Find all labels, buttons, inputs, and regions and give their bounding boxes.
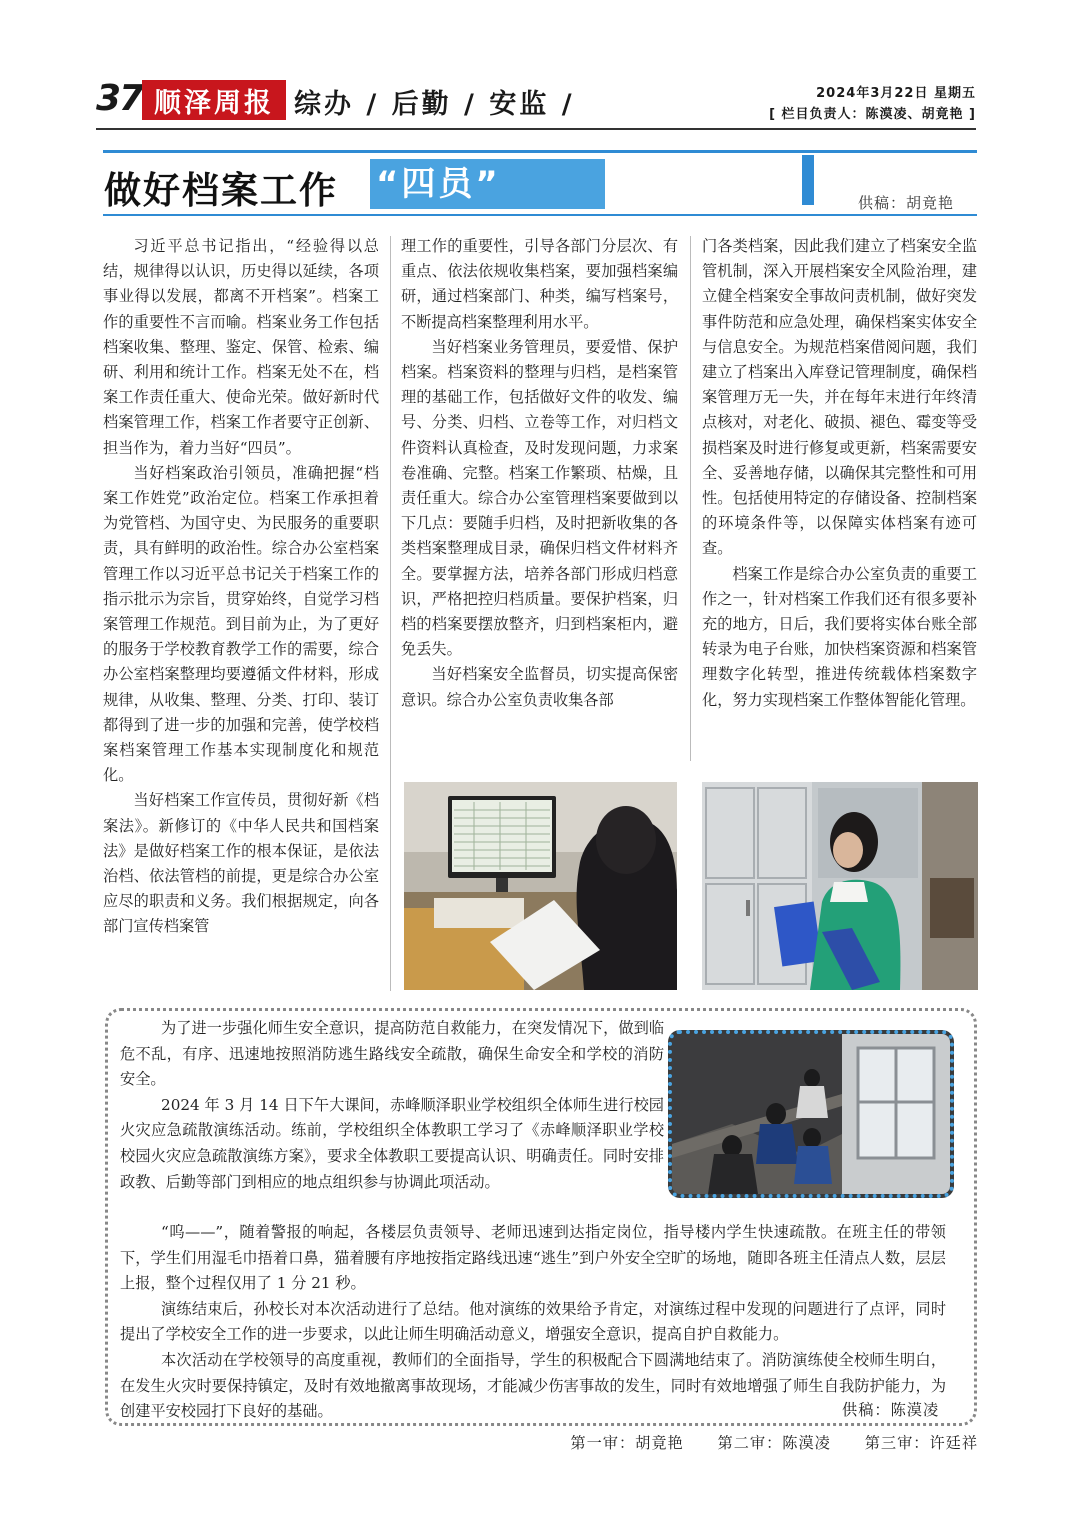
section-title: 综办 / 后勤 / 安监 / [294, 89, 575, 120]
article-column-3 [702, 234, 977, 764]
title-accent-bar [802, 155, 814, 205]
article-paragraph: 门各类档案，因此我们建立了档案安全监管机制，深入开展档案安全风险治理，建立健全档案安全事故问责机制，做好突发事件防范和应急处理，确保档案实体安全与信息安全。为规范档案借阅问题，我们建立了档案出入库登记管理制度，确保档案管理万无一失，并在每年末进行年终清点核对，对老化、破损、褪色、霉变等受损档案及时进行修复或更新，档案需要安全、妥善地存储，以确保其完整性和可用性。包括使用特定的存储设备、控制档案的环境条件等，以保障实体档案有迹可查。 [702, 237, 977, 558]
issue-date: 2024年3月22日 星期五 [816, 86, 976, 101]
drill-paragraph: 为了进一步强化师生安全意识，提高防范自救能力，在突发情况下，做到临危不乱，有序、迅速地按照消防逃生路线安全疏散，确保生命安全和学校的消防安全。 [120, 1019, 664, 1089]
article-column-2 [401, 234, 678, 764]
article-source: 供稿：胡竟艳 [858, 194, 955, 212]
article-paragraph: 当好档案业务管理员，要爱惜、保护档案。档案资料的整理与归档，是档案管理的基础工作，包括做好文件的收发、编号、分类、归档、立卷等工作，对归档文件资料认真检查，及时发现问题，力求案卷准确、完整。档案工作繁琐、枯燥，且责任重大。综合办公室管理档案要做到以下几点：要随手归档，及时把新收集的各类档案整理成目录，确保归档文件材料齐全。要掌握方法，培养各部门形成归档意识，严格把控归档质量。要保护档案，归档的档案要摆放整齐，归到档案柜内，避免丢失。 [401, 337, 678, 659]
column-divider [390, 236, 391, 991]
review-first: 第一审：胡竟艳 [570, 1434, 684, 1452]
title-rule-bottom [103, 214, 977, 216]
article-paragraph: 理工作的重要性，引导各部门分层次、有重点、依法依规收集档案，要加强档案编研，通过档案部门、种类，编写档案号，不断提高档案整理利用水平。 [401, 237, 678, 331]
drill-source: 供稿：陈漠凌 [842, 1401, 940, 1419]
photo-fire-drill [668, 1030, 954, 1198]
review-third: 第三审：许廷祥 [864, 1434, 978, 1452]
drill-paragraph: 演练结束后，孙校长对本次活动进行了总结。他对演练的效果给予肯定，对演练过程中发现的问题进行了点评，同时提出了学校安全工作的进一步要求，以此让师生明确活动意义，增强安全意识，提高自护自救能力。 [120, 1299, 946, 1344]
drill-text-top [120, 1016, 664, 1195]
drill-text-bottom [120, 1220, 946, 1425]
header-divider [96, 128, 976, 130]
article-paragraph: 当好档案工作宣传员，贯彻好新《档案法》。新修订的《中华人民共和国档案法》是做好档案工作的根本保证，是依法治档、依法管档的前提，更是综合办公室应尽的职责和义务。我们根据规定，向各部门宣传档案管 [103, 791, 379, 936]
masthead-logo: 顺泽周报 [142, 80, 286, 120]
article-paragraph: 当好档案政治引领员，准确把握“档案工作姓党”政治定位。档案工作承担着为党管档、为国守史、为民服务的重要职责，具有鲜明的政治性。综合办公室档案管理工作以习近平总书记关于档案工作的指示批示为宗旨，贯穿始终，自觉学习档案管理工作规范。到目前为止，为了更好的服务于学校教育教学工作的需要，综合办公室档案整理均要遵循文件材料，形成规律，从收集、整理、分类、打印、装订都得到了进一步的加强和完善，使学校档案档案管理工作基本实现制度化和规范化。 [103, 463, 379, 785]
column-divider [690, 236, 691, 761]
article-paragraph: 习近平总书记指出，“经验得以总结，规律得以认识，历史得以延续，各项事业得以发展，都离不开档案”。档案工作的重要性不言而喻。档案业务工作包括档案收集、整理、鉴定、保管、检索、编研、利用和统计工作。档案无处不在，档案工作责任重大、使命光荣。做好新时代档案管理工作，档案工作者要守正创新、担当作为，着力当好“四员”。 [103, 237, 379, 457]
photo-archive-computer [404, 782, 677, 990]
article-title: 做好档案工作 [104, 169, 338, 212]
review-second: 第二审：陈漠凌 [717, 1434, 831, 1452]
page-number: 37 [96, 78, 143, 119]
article-title-highlight: “四员” [370, 159, 605, 209]
column-editors: [ 栏目负责人：陈漠凌、胡竟艳 ] [769, 107, 976, 122]
article-paragraph: 当好档案安全监督员，切实提高保密意识。综合办公室负责收集各部 [401, 665, 678, 709]
drill-paragraph: “呜——”，随着警报的响起，各楼层负责领导、老师迅速到达指定岗位，指导楼内学生快速疏散。在班主任的带领下，学生们用湿毛巾捂着口鼻，猫着腰有序地按指定路线迅速“逃生”到户外安全空旷的场地，随即各班主任清点人数，层层上报，整个过程仅用了 1 分 21 秒。 [120, 1223, 946, 1293]
drill-paragraph: 本次活动在学校领导的高度重视，教师们的全面指导，学生的积极配合下圆满地结束了。消防演练使全校师生明白，在发生火灾时要保持镇定，及时有效地撤离事故现场，才能减少伤害事故的发生，同时有效地增强了师生自我防护能力，为创建平安校园打下良好的基础。 [120, 1350, 946, 1421]
drill-paragraph: 2024 年 3 月 14 日下午大课间，赤峰顺泽职业学校组织全体师生进行校园火灾应急疏散演练活动。练前，学校组织全体教职工学习了《赤峰顺泽职业学校校园火灾应急疏散演练方案》，要求全体教职工要提高认识、明确责任。同时安排政教、后勤等部门到相应的地点组织参与协调此项活动。 [120, 1095, 664, 1191]
title-rule-top [103, 150, 977, 153]
article-paragraph: 档案工作是综合办公室负责的重要工作之一，针对档案工作我们还有很多要补充的地方，日后，我们要将实体台账全部转录为电子台账，加快档案资源和档案管理数字化转型，推进传统载体档案数字化，努力实现档案工作整体智能化管理。 [702, 564, 977, 709]
photo-archive-cabinet [702, 782, 978, 990]
article-column-1 [103, 234, 379, 994]
review-credits [542, 1432, 978, 1453]
